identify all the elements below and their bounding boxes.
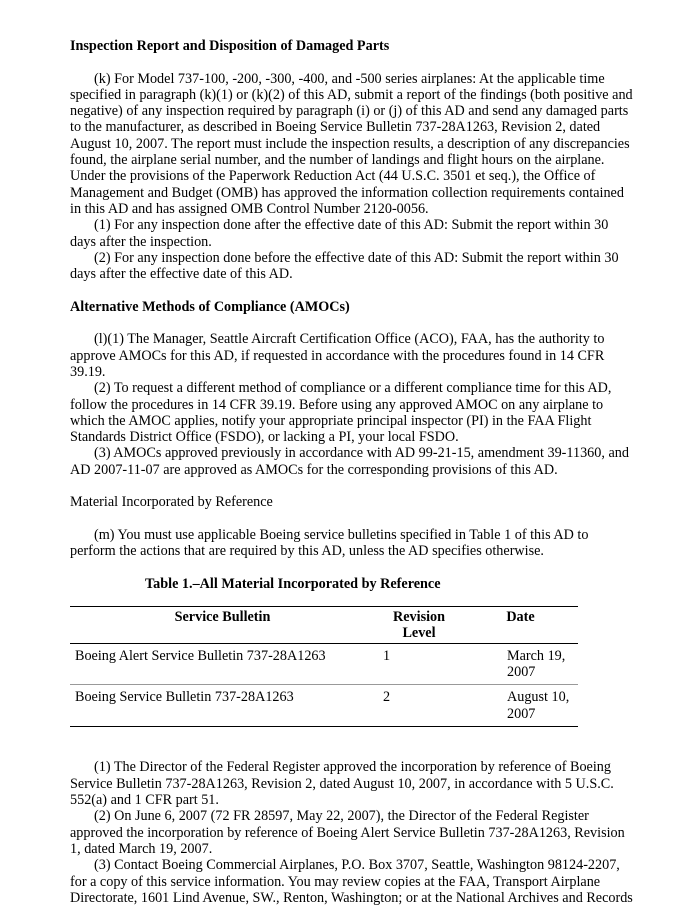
material-heading: Material Incorporated by Reference bbox=[70, 494, 273, 511]
paragraph-m: (m) You must use applicable Boeing service bulletins specified in Table 1 of this AD to perform the actions that are required by this AD, unless the AD specifies otherwise. bbox=[70, 526, 589, 560]
cell-date: August 10, 2007 bbox=[463, 685, 578, 727]
paragraph-k: (k) For Model 737-100, -200, -300, -400, and -500 series airplanes: At the applicable time specified in paragraph (k)(1) or (k)(2) of this AD, submit a report of the findings (both positive and negative) of any inspection required by paragraph (i) or (j) of this AD and send any damaged parts to the manufacturer, as described in Boeing Service Bulletin 737-28A1263, Revision 2, dated August 10, 2007. The report must include the inspection results, a description of any discrepancies found, the airplane serial number, and the number of landings and flight hours on the airplane. Under the provisions of the Paperwork Reduction Act (44 U.S.C. 3501 et seq.), the Office of Management and Budget (OMB) has approved the information collection requirements contained in this AD and has assigned OMB Control Number 2120-0056. bbox=[70, 70, 633, 217]
amocs-heading: Alternative Methods of Compliance (AMOCs) bbox=[70, 298, 350, 315]
paragraph-n3: (3) Contact Boeing Commercial Airplanes, P.O. Box 3707, Seattle, Washington 98124-2207, for a copy of this service information. You may review copies at the FAA, Transport Airplane Directorate, 1601 Lind Avenue, SW., Renton, Washington; or at the National Archives and Records bbox=[70, 857, 633, 906]
cell-bulletin: Boeing Alert Service Bulletin 737-28A1263 bbox=[70, 643, 375, 685]
paragraph-l1: (l)(1) The Manager, Seattle Aircraft Certification Office (ACO), FAA, has the authority to approve AMOCs for this AD, if requested in accordance with the procedures found in 14 CFR 39.19. bbox=[70, 331, 605, 380]
header-revision-level: Revision Level bbox=[375, 607, 463, 644]
paragraph-k1: (1) For any inspection done after the effective date of this AD: Submit the report within 30 days after the inspection. bbox=[70, 217, 609, 250]
cell-revision: 2 bbox=[375, 685, 463, 727]
paragraph-l3: (3) AMOCs approved previously in accordance with AD 99-21-15, amendment 39-11360, and AD 2007-11-07 are approved as AMOCs for the corresponding provisions of this AD. bbox=[70, 445, 629, 478]
header-date: Date bbox=[463, 607, 578, 644]
paragraph-k2: (2) For any inspection done before the effective date of this AD: Submit the report within 30 days after the effective date of this AD. bbox=[70, 249, 619, 283]
paragraph-n2: (2) On June 6, 2007 (72 FR 28597, May 22, 2007), the Director of the Federal Register approved the incorporation by reference of Boeing Alert Service Bulletin 737-28A1263, Revision 1, dated March 19, 2007. bbox=[70, 808, 625, 857]
document-page bbox=[70, 38, 635, 906]
cell-bulletin: Boeing Service Bulletin 737-28A1263 bbox=[70, 685, 375, 727]
table-row bbox=[70, 685, 578, 727]
table-header-row bbox=[70, 607, 578, 644]
paragraph-l2: (2) To request a different method of compliance or a different compliance time for this AD, follow the procedures in 14 CFR 39.19. Before using any approved AMOC on any airplane to which the AMOC applies, notify your appropriate principal inspector (PI) in the FAA Flight Standards District Office (FSDO), or lacking a PI, your local FSDO. bbox=[70, 380, 612, 446]
material-table bbox=[70, 606, 578, 727]
table-row bbox=[70, 643, 578, 685]
inspection-report-heading: Inspection Report and Disposition of Damaged Parts bbox=[70, 38, 390, 54]
table-caption: Table 1.–All Material Incorporated by Reference bbox=[145, 575, 441, 592]
header-service-bulletin: Service Bulletin bbox=[70, 607, 375, 644]
cell-date: March 19, 2007 bbox=[463, 643, 578, 685]
cell-revision: 1 bbox=[375, 643, 463, 685]
paragraph-n1: (1) The Director of the Federal Register approved the incorporation by reference of Boeing Service Bulletin 737-28A1263, Revision 2, dated August 10, 2007, in accordance with 5 U.S.C. 552(a) and 1 CFR part 51. bbox=[70, 759, 614, 809]
